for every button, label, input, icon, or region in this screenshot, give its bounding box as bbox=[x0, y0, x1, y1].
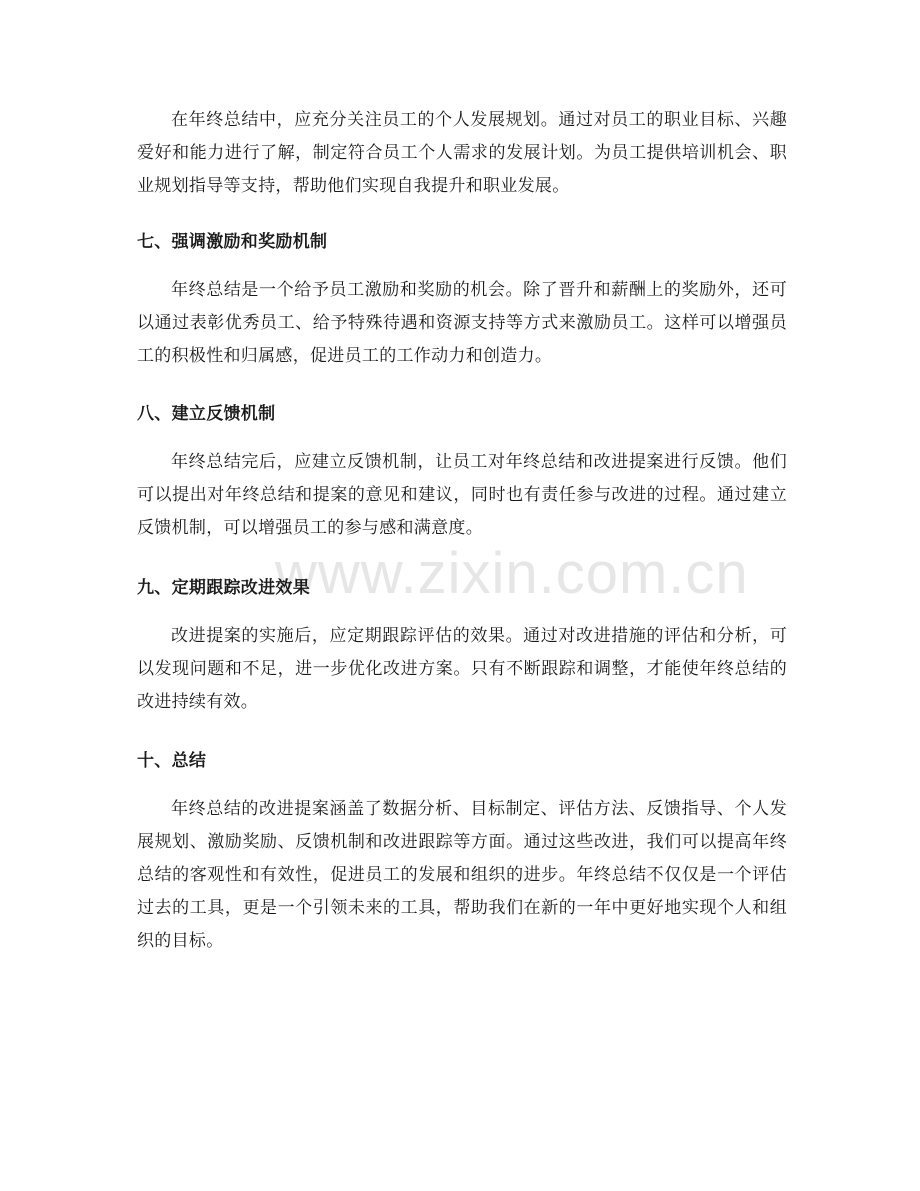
heading-feedback-mechanism: 八、建立反馈机制 bbox=[137, 404, 276, 424]
paragraph-summary: 年终总结的改进提案涵盖了数据分析、目标制定、评估方法、反馈指导、个人发展规划、激励奖励、反馈机制和改进跟踪等方面。通过这些改进，我们可以提高年终总结的客观性和有效性，促进员工的发展和组织的进步。年终总结不仅仅是一个评估过去的工具，更是一个引领未来的工具，帮助我们在新的一年中更好地实现个人和组织的目标。 bbox=[137, 799, 787, 951]
heading-track-improvement: 九、定期跟踪改进效果 bbox=[137, 578, 310, 598]
paragraph-track-improvement: 改进提案的实施后，应定期跟踪评估的效果。通过对改进措施的评估和分析，可以发现问题和不足，进一步优化改进方案。只有不断跟踪和调整，才能使年终总结的改进持续有效。 bbox=[137, 626, 787, 712]
heading-summary: 十、总结 bbox=[137, 751, 207, 771]
watermark: www.zixin.com.cn bbox=[275, 541, 749, 606]
paragraph-feedback-mechanism: 年终总结完后，应建立反馈机制，让员工对年终总结和改进提案进行反馈。他们可以提出对年终总结和提案的意见和建议，同时也有责任参与改进的过程。通过建立反馈机制，可以增强员工的参与感和满意度。 bbox=[137, 452, 787, 538]
paragraph-incentive-mechanism: 年终总结是一个给予员工激励和奖励的机会。除了晋升和薪酬上的奖励外，还可以通过表彰优秀员工、给予特殊待遇和资源支持等方式来激励员工。这样可以增强员工的积极性和归属感，促进员工的工作动力和创造力。 bbox=[137, 280, 787, 366]
heading-incentive-mechanism: 七、强调激励和奖励机制 bbox=[137, 232, 328, 252]
paragraph-personal-development: 在年终总结中，应充分关注员工的个人发展规划。通过对员工的职业目标、兴趣爱好和能力进行了解，制定符合员工个人需求的发展计划。为员工提供培训机会、职业规划指导等支持，帮助他们实现自我提升和职业发展。 bbox=[137, 110, 787, 196]
